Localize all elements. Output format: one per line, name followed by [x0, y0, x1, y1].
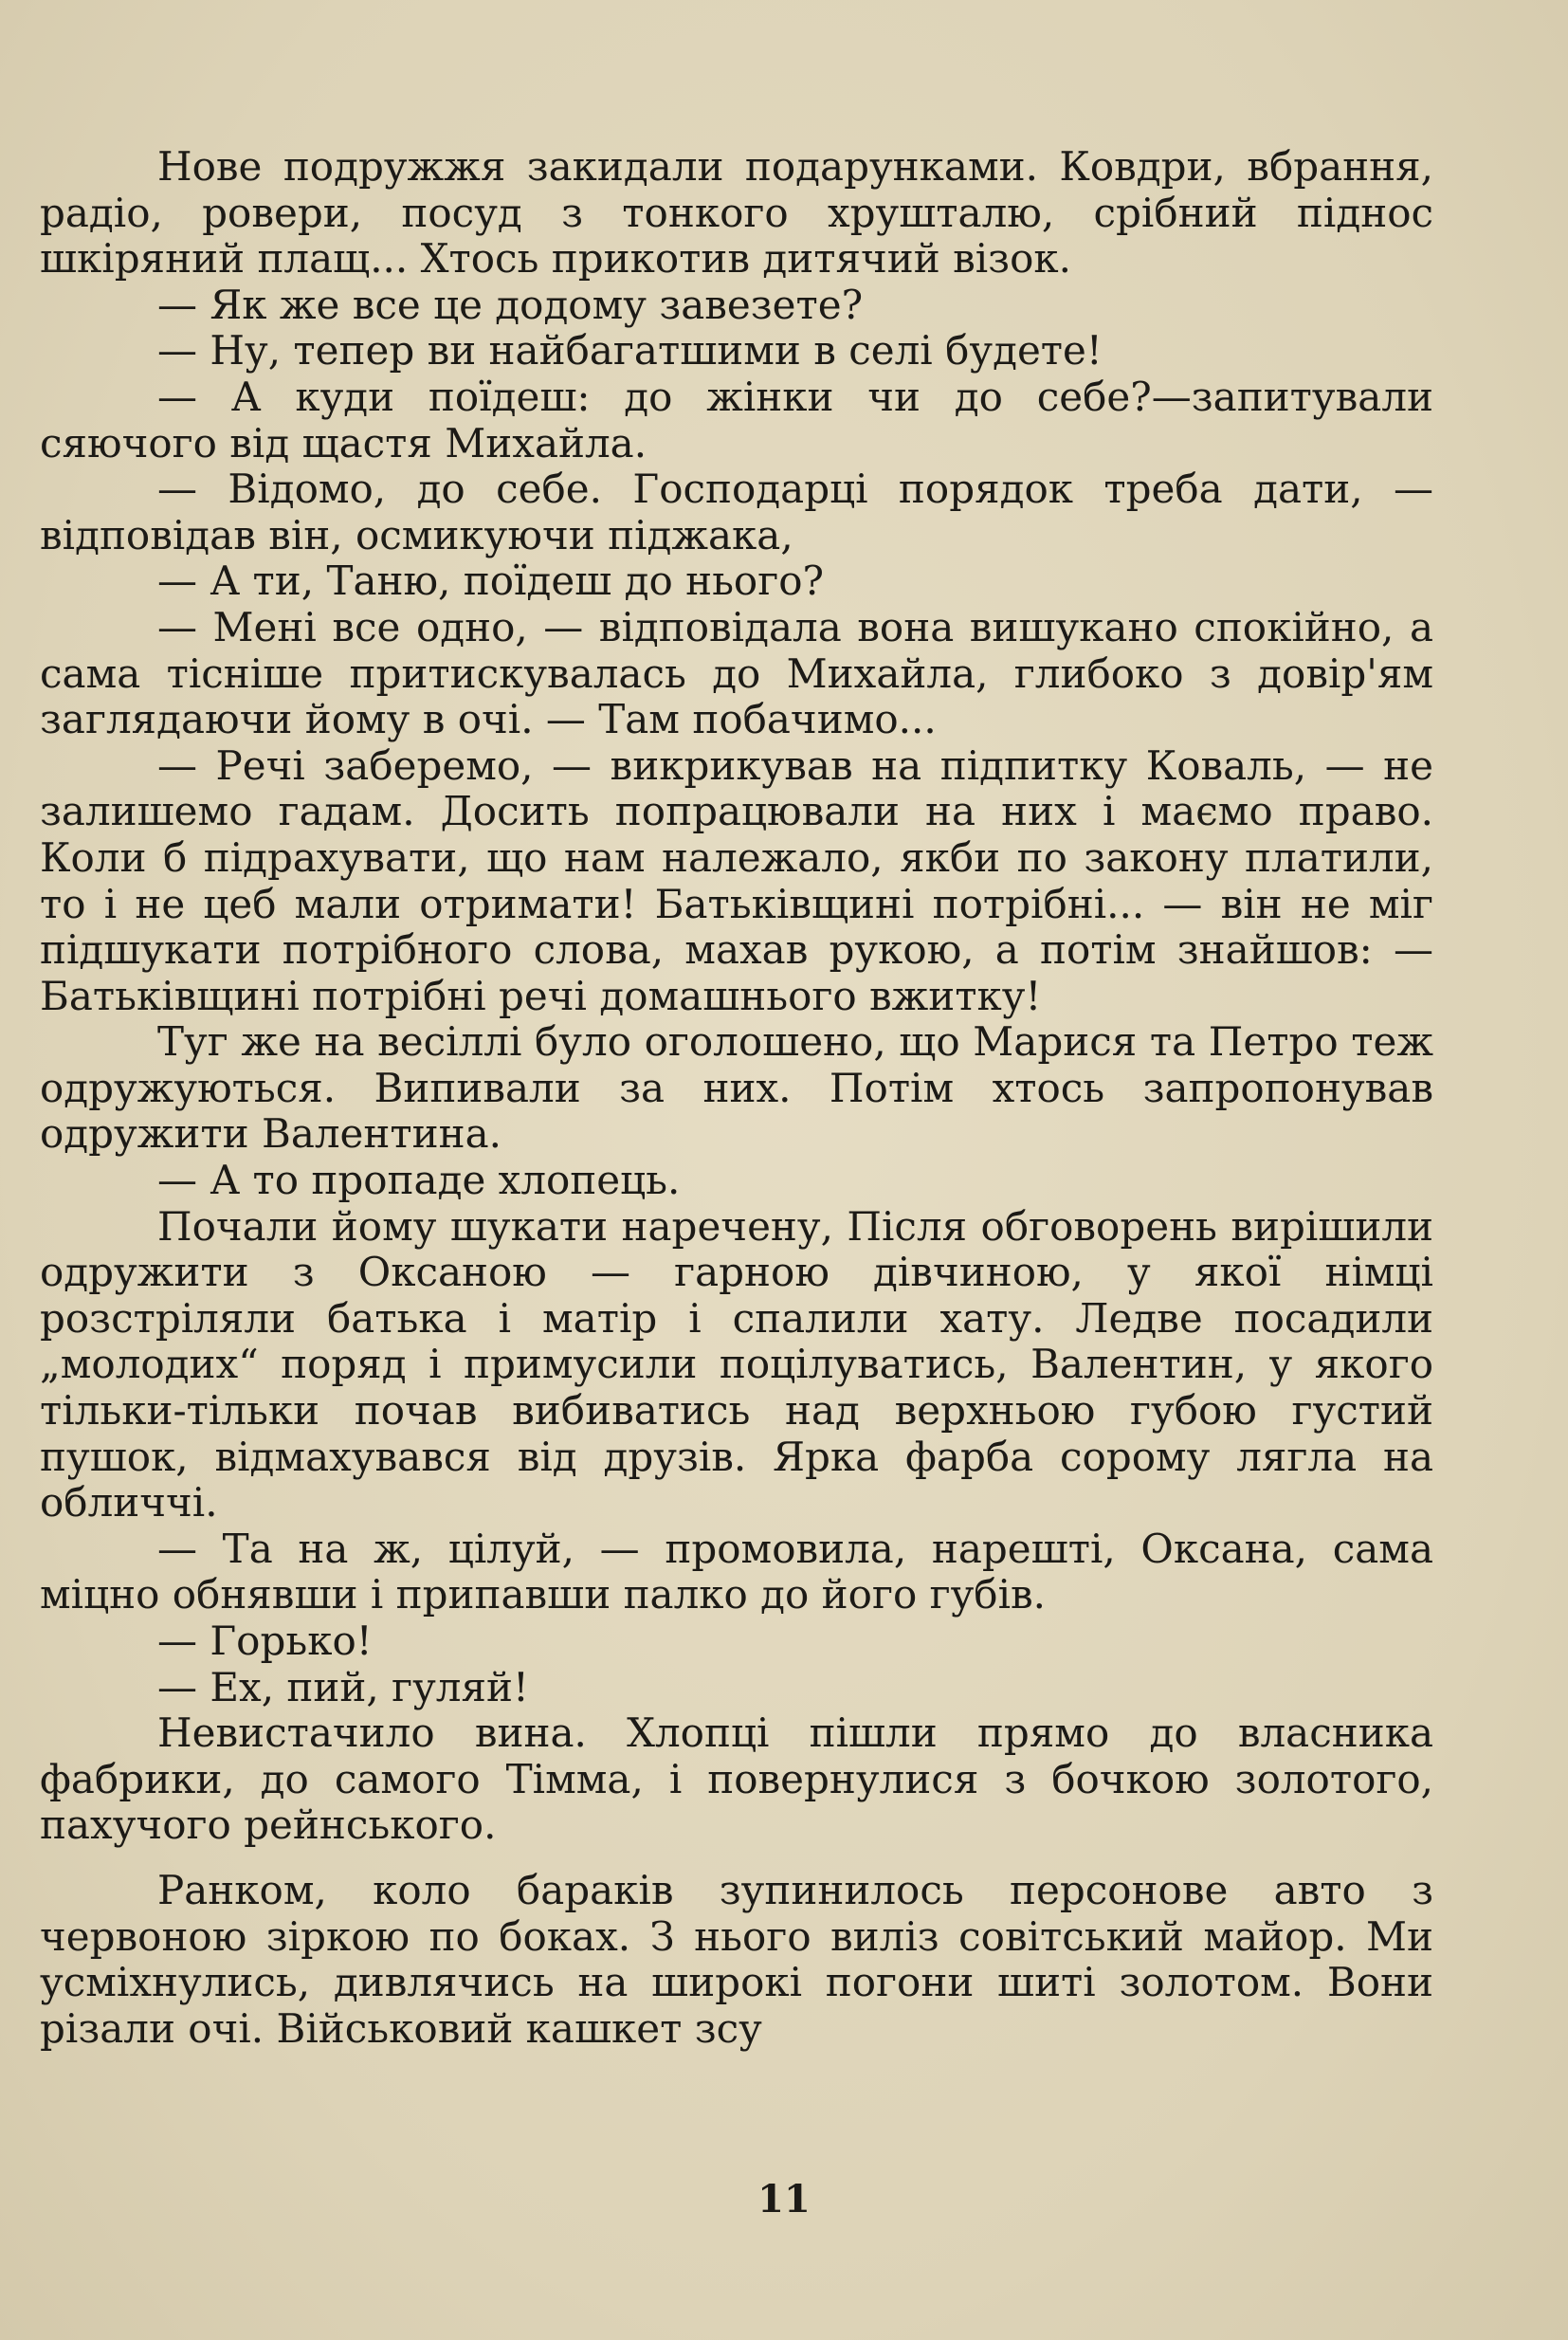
paragraph-9: Туг же на весіллі було оголошено, що Марися та Петро теж одружуються. Випивали за них. Потім хтось запропонував одружити Валентина.: [40, 1018, 1433, 1158]
paragraph-5: — Відомо, до себе. Господарці порядок треба дати, —відповідав він, осмикуючи піджака,: [40, 466, 1433, 558]
paragraph-15: Невистачило вина. Хлопці пішли прямо до власника фабрики, до самого Тімма, і повернулися з бочкою золотого, пахучого рейнського.: [40, 1709, 1433, 1849]
paragraph-13: — Горько!: [157, 1618, 373, 1664]
paragraph-11: Почали йому шукати наречену, Після обговорень вирішили одружити з Оксаною — гарною дівчиною, у якої німці розстріляли батька і матір і спалили хату. Ледве посадили „молодих“ поряд і примусили поцілуватись, Валентин, у якого тільки-тільки почав вибиватись над верхньою губою густий пушок, відмахувався від друзів. Ярка фарба сорому лягла на обличчі.: [40, 1202, 1433, 1526]
paragraph-4: — А куди поїдеш: до жінки чи до себе?—запитували сяючого від щастя Михайла.: [40, 373, 1433, 466]
paragraph-6: — А ти, Таню, поїдеш до нього?: [157, 558, 825, 605]
paragraph-7: — Мені все одно, — відповідала вона вишукано спокійно, а сама тісніше притискувалась до Михайла, глибоко з довір'ям заглядаючи йому в очі. — Там побачимо...: [40, 603, 1433, 743]
paragraph-2: — Як же все це додому завезете?: [157, 281, 864, 328]
paragraph-10: — А то пропаде хлопець.: [157, 1157, 681, 1204]
paragraph-3: — Ну, тепер ви найбагатшими в селі будете!: [157, 327, 1103, 375]
paragraph-8: — Речі заберемо, — викрикував на підпитку Коваль, — не залишемо гадам. Досить попрацювали на них і маємо право. Коли б підрахувати, що нам належало, якби по закону платили, то і не цеб мали отримати! Батьківщині потрібні... — він не міг підшукати потрібного слова, махав рукою, а потім знайшов: — Батьківщині потрібні речі домашнього вжитку!: [40, 741, 1433, 1019]
paragraph-12: — Та на ж, цілуй, — промовила, нарешті, Оксана, сама міцно обнявши і припавши палко до його губів.: [40, 1525, 1433, 1618]
paragraph-16: Ранком, коло бараків зупинилось персонове авто з червоною зіркою по боках. З нього виліз совітський майор. Ми усміхнулись, дивлячись на широкі погони шиті золотом. Вони різали очі. Військовий кашкет зсу: [40, 1866, 1433, 2052]
page-number: 11: [757, 2177, 811, 2221]
paragraph-1: Нове подружжя закидали подарунками. Ковдри, вбрання, радіо, ровери, посуд з тонкого хрушталю, срібний піднос шкіряний плащ... Хтось прикотив дитячий візок.: [40, 143, 1433, 283]
page-body-text: [40, 144, 1433, 2052]
paragraph-14: — Ех, пий, гуляй!: [157, 1663, 529, 1710]
